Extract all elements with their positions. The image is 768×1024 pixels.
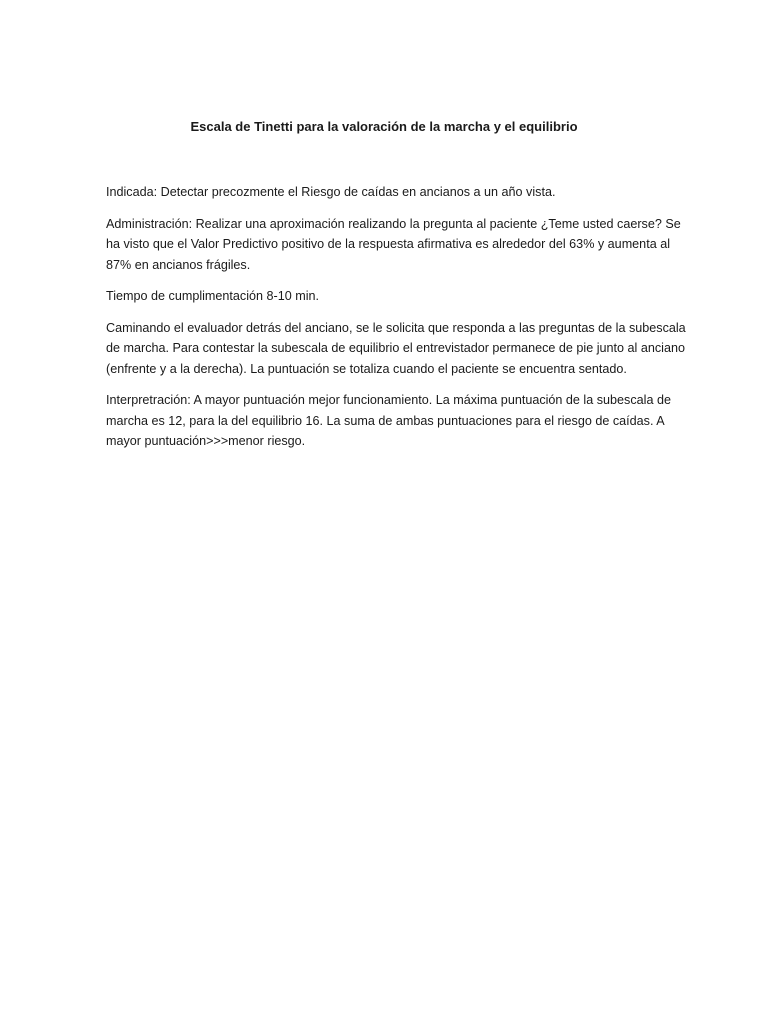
paragraph-line: ha visto que el Valor Predictivo positivo de la respuesta afirmativa es alrededor del 63% y aumenta al bbox=[106, 237, 670, 251]
paragraph-line: de marcha. Para contestar la subescala de equilibrio el entrevistador permanece de pie junto al anciano bbox=[106, 341, 685, 355]
paragraph-administracion bbox=[106, 214, 696, 276]
paragraph-tiempo bbox=[106, 286, 696, 307]
document-title: Escala de Tinetti para la valoración de la marcha y el equilibrio bbox=[190, 119, 578, 134]
paragraph-line: mayor puntuación>>>menor riesgo. bbox=[106, 434, 306, 448]
paragraph-indicada bbox=[106, 182, 696, 203]
paragraph-line: marcha es 12, para la del equilibrio 16. La suma de ambas puntuaciones para el riesgo de caídas. A bbox=[106, 413, 665, 428]
paragraph-line: (enfrente y a la derecha). La puntuación se totaliza cuando el paciente se encuentra sentado. bbox=[106, 361, 627, 376]
paragraph-line: Tiempo de cumplimentación 8-10 min. bbox=[106, 289, 320, 303]
paragraph-line: 87% en ancianos frágiles. bbox=[106, 257, 251, 272]
document-body bbox=[106, 182, 696, 463]
paragraph-line: Indicada: Detectar precozmente el Riesgo de caídas en ancianos a un año vista. bbox=[106, 185, 556, 199]
paragraph-caminando bbox=[106, 318, 696, 380]
paragraph-line: Caminando el evaluador detrás del anciano, se le solicita que responda a las preguntas de la subescala bbox=[106, 320, 686, 335]
paragraph-line: Interpretración: A mayor puntuación mejor funcionamiento. La máxima puntuación de la subescala de bbox=[106, 393, 671, 407]
paragraph-line: Administración: Realizar una aproximación realizando la pregunta al paciente ¿Teme usted caerse? Se bbox=[106, 216, 681, 231]
paragraph-interpretracion bbox=[106, 390, 696, 452]
